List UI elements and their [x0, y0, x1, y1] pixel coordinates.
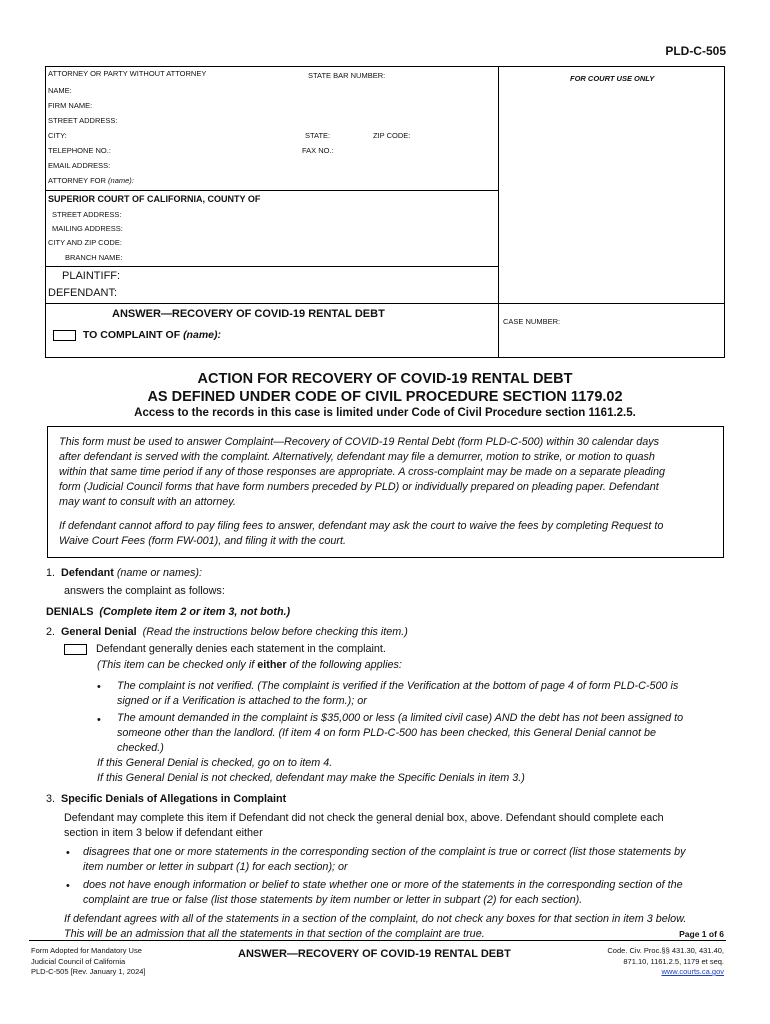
bullet-icon: •	[66, 880, 70, 892]
footer-right: Code. Civ. Proc.§§ 431.30, 431.40, 871.10, 1161.2.5, 1179 et seq. www.courts.ca.gov	[607, 946, 724, 976]
header-right-border	[724, 66, 725, 358]
item2-bullet-2: The amount demanded in the complaint is $35,000 or less (a limited civil case) AND the debt has not been assigned to someone other than the landlord. (If item 4 on form PLD-C-500 has been checked, this General Denial cannot be checked.)	[117, 712, 684, 754]
header-top-border	[45, 66, 725, 67]
item3-bullet-2: does not have enough information or belief to state whether one or more of the statements in the corresponding section of the complaint are true or false (list those statements by item number or letter in subpart (2) for each section).	[83, 879, 683, 906]
footer-left: Form Adopted for Mandatory Use Judicial Council of California PLD-C-505 [Rev. January 1, 2024]	[31, 946, 146, 976]
attorney-label: ATTORNEY OR PARTY WITHOUT ATTORNEY	[48, 69, 207, 78]
item1-text: answers the complaint as follows:	[64, 585, 225, 597]
email-label: EMAIL ADDRESS:	[48, 161, 111, 170]
state-label: STATE:	[305, 131, 331, 140]
instructions-p2: If defendant cannot afford to pay filing fees to answer, defendant may ask the court to waive the fees by completing Request to Waive Court Fees (form FW-001), and filing it with the court.	[59, 520, 664, 547]
court-branch-label: BRANCH NAME:	[65, 253, 123, 262]
street-address-label: STREET ADDRESS:	[48, 116, 118, 125]
item3-bullet-1: disagrees that one or more statements in the corresponding section of the complaint is true or correct (list those statements by item number or letter in subpart (1) for each section); or	[83, 846, 686, 873]
denials-header: DENIALS (Complete item 2 or item 3, not both.)	[46, 606, 291, 618]
court-cityzip-label: CITY AND ZIP CODE:	[48, 238, 122, 247]
bullet-icon: •	[66, 847, 70, 859]
to-complaint-row: TO COMPLAINT OF (name):	[53, 329, 221, 341]
firm-name-label: FIRM NAME:	[48, 101, 93, 110]
item3-note: If defendant agrees with all of the statements in a section of the complaint, do not check any boxes for that section in item 3 below. This will be an admission that all the statements in that section of the complaint are true.	[64, 913, 687, 940]
item2-bullet-1: The complaint is not verified. (The complaint is verified if the Verification at the bottom of page 4 of form PLD-C-500 is signed or if a Verification is attached to the form.); or	[117, 680, 679, 707]
fax-label: FAX NO.:	[302, 146, 334, 155]
name-label: NAME:	[48, 86, 72, 95]
bullet-icon: •	[97, 681, 101, 693]
item2-condition: (This item can be checked only if either of the following applies:	[97, 659, 402, 671]
header-bottom-border	[45, 357, 725, 358]
header-divider-vertical	[498, 66, 499, 358]
item2-row: 2. General Denial (Read the instructions below before checking this item.)	[46, 626, 408, 638]
zip-label: ZIP CODE:	[373, 131, 411, 140]
court-title: SUPERIOR COURT OF CALIFORNIA, COUNTY OF	[48, 194, 261, 204]
item2-note-1: If this General Denial is checked, go on to item 4.	[97, 757, 333, 769]
to-complaint-checkbox[interactable]	[53, 330, 76, 341]
header-left-border	[45, 66, 46, 358]
court-mailing-label: MAILING ADDRESS:	[52, 224, 123, 233]
defendant-label: DEFENDANT:	[48, 287, 118, 299]
item1-row: 1. Defendant (name or names):	[46, 567, 203, 579]
instructions-p1: This form must be used to answer Complaint—Recovery of COVID-19 Rental Debt (form PLD-C-500) within 30 calendar days after defendant is served with the complaint. Alternatively, defendant may file a demurrer, motion to strike, or motion to quash within that same time period if any of those responses are appropriate. A cross-complaint may be made on a separate pleading form (Judicial Council forms that have form numbers preceded by PLD) or individually prepared on pleading paper. Defendant may want to consult with an attorney.	[59, 436, 665, 508]
footer-title: ANSWER—RECOVERY OF COVID-19 RENTAL DEBT	[238, 948, 511, 960]
court-street-label: STREET ADDRESS:	[52, 210, 122, 219]
item2-note-2: If this General Denial is not checked, defendant may make the Specific Denials in item 3.)	[97, 772, 525, 784]
courts-website-link[interactable]: www.courts.ca.gov	[661, 967, 724, 976]
access-notice: Access to the records in this case is limited under Code of Civil Procedure section 1161.2.5.	[134, 407, 636, 419]
city-label: CITY:	[48, 131, 67, 140]
state-bar-label: STATE BAR NUMBER:	[308, 71, 386, 80]
court-use-label: FOR COURT USE ONLY	[570, 74, 655, 83]
attorney-bottom-line	[45, 190, 499, 191]
attorney-for-label: ATTORNEY FOR (name):	[48, 176, 134, 185]
telephone-label: TELEPHONE NO.:	[48, 146, 111, 155]
item3-text: Defendant may complete this item if Defendant did not check the general denial box, above. Defendant should complete each section in item 3 below if defendant either	[64, 812, 664, 839]
item3-row: 3. Specific Denials of Allegations in Complaint	[46, 793, 287, 805]
court-bottom-line	[45, 266, 499, 267]
bullet-icon: •	[97, 714, 101, 726]
page-number: Page 1 of 6	[679, 929, 724, 939]
item2-check-row: Defendant generally denies each statement in the complaint.	[64, 642, 386, 657]
footer-rule	[29, 940, 726, 941]
parties-bottom-line	[45, 303, 499, 304]
plaintiff-label: PLAINTIFF:	[62, 270, 121, 282]
form-number: PLD-C-505	[665, 44, 726, 58]
title-line-2: AS DEFINED UNDER CODE OF CIVIL PROCEDURE SECTION 1179.02	[147, 389, 623, 405]
general-denial-checkbox[interactable]	[64, 644, 87, 655]
answer-title: ANSWER—RECOVERY OF COVID-19 RENTAL DEBT	[112, 308, 385, 320]
title-line-1: ACTION FOR RECOVERY OF COVID-19 RENTAL DEBT	[197, 371, 573, 387]
case-number-top-line	[498, 303, 725, 304]
case-number-label: CASE NUMBER:	[503, 317, 561, 326]
